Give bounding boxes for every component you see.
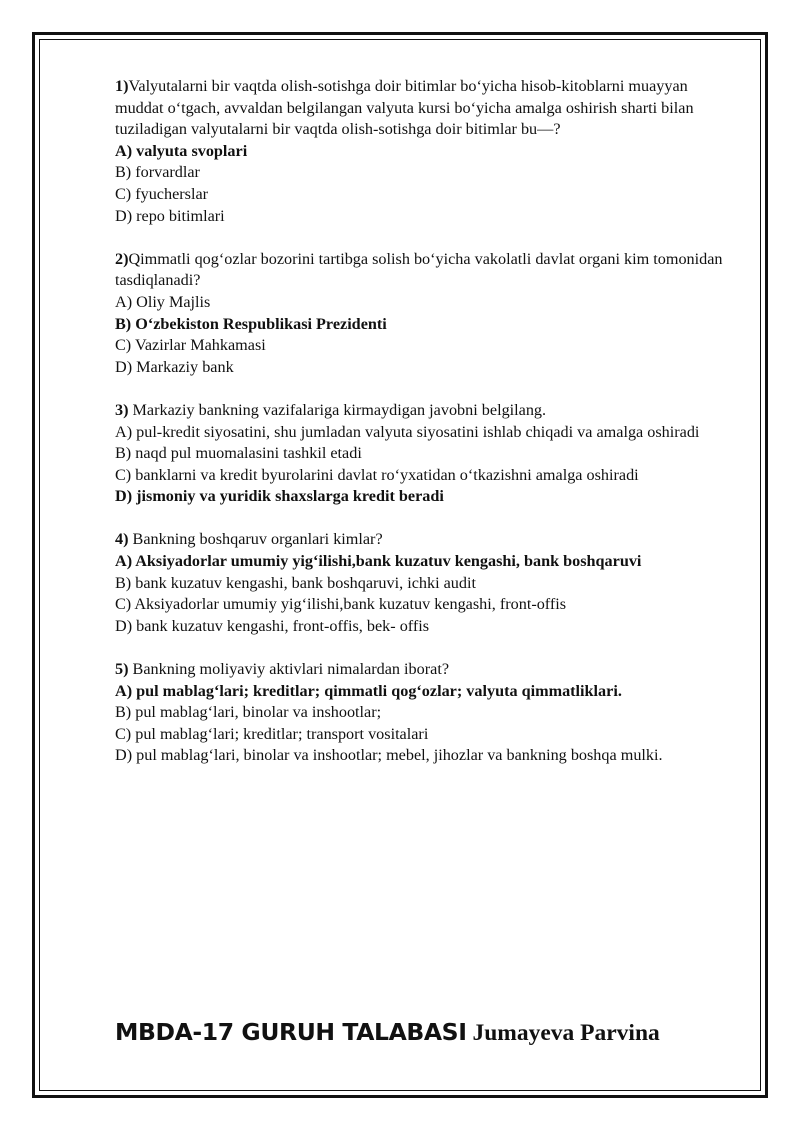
option-a: A) Oliy Majlis [115, 292, 211, 311]
questions-list [115, 76, 740, 789]
question-4 [115, 529, 740, 637]
option-c: C) Aksiyadorlar umumiy yig‘ilishi,bank kuzatuv kengashi, front-offis [115, 595, 567, 614]
question-body: Markaziy bankning vazifalariga kirmaydigan javobni belgilang. [128, 400, 547, 419]
question-body: Bankning moliyaviy aktivlari nimalardan iborat? [128, 660, 450, 679]
option-d-correct: D) jismoniy va yuridik shaxslarga kredit beradi [115, 487, 444, 506]
question-text [115, 659, 740, 681]
question-text [115, 76, 740, 141]
student-name: Jumayeva Parvina [472, 1020, 660, 1046]
option-b: B) naqd pul muomalasini tashkil etadi [115, 444, 362, 463]
question-body: Qimmatli qog‘ozlar bozorini tartibga solish bo‘yicha vakolatli davlat organi kim tomonidan tasdiqlanadi? [115, 249, 723, 290]
student-signature-line [115, 1016, 755, 1049]
question-text [115, 249, 740, 292]
option-b: B) bank kuzatuv kengashi, bank boshqaruvi, ichki audit [115, 573, 476, 592]
option-c: C) Vazirlar Mahkamasi [115, 336, 266, 355]
option-b: B) pul mablag‘lari, binolar va inshootlar; [115, 703, 382, 722]
option-a-correct: A) Aksiyadorlar umumiy yig‘ilishi,bank kuzatuv kengashi, bank boshqaruvi [115, 552, 642, 571]
question-3 [115, 400, 740, 508]
question-5 [115, 659, 740, 767]
option-d: D) repo bitimlari [115, 206, 225, 225]
option-a-correct: A) pul mablag‘lari; kreditlar; qimmatli qog‘ozlar; valyuta qimmatliklari. [115, 681, 622, 700]
option-a-correct: A) valyuta svoplari [115, 141, 248, 160]
option-d: D) pul mablag‘lari, binolar va inshootlar; mebel, jihozlar va bankning boshqa mulki. [115, 746, 663, 765]
question-number: 4) [115, 530, 129, 549]
option-b: B) forvardlar [115, 163, 200, 182]
option-c: C) banklarni va kredit byurolarini davlat ro‘yxatidan o‘tkazishni amalga oshiradi [115, 465, 639, 484]
option-b-correct: B) O‘zbekiston Respublikasi Prezidenti [115, 314, 387, 333]
option-d: D) bank kuzatuv kengashi, front-offis, bek- offis [115, 616, 430, 635]
option-c: C) pul mablag‘lari; kreditlar; transport vositalari [115, 724, 429, 743]
student-group: MBDA-17 GURUH TALABASI [115, 1018, 467, 1046]
option-c: C) fyucherslar [115, 184, 209, 203]
option-d: D) Markaziy bank [115, 357, 234, 376]
question-number: 3) [115, 400, 129, 419]
question-text [115, 400, 740, 422]
question-1 [115, 76, 740, 227]
question-number: 5) [115, 660, 129, 679]
question-body: Bankning boshqaruv organlari kimlar? [128, 530, 383, 549]
question-body: Valyutalarni bir vaqtda olish-sotishga doir bitimlar bo‘yicha hisob-kitoblarni muayyan muddat o‘tgach, avvaldan belgilangan valyuta kursi bo‘yicha amalga oshirish sharti bilan tuziladigan valyutalarni bir vaqtda olish-sotishga doir bitimlar bu—? [115, 77, 694, 139]
question-number: 1) [115, 77, 129, 95]
question-text [115, 529, 740, 551]
option-a: A) pul-kredit siyosatini, shu jumladan valyuta siyosatini ishlab chiqadi va amalga oshiradi [115, 422, 700, 441]
question-number: 2) [115, 249, 129, 268]
question-2 [115, 249, 740, 379]
